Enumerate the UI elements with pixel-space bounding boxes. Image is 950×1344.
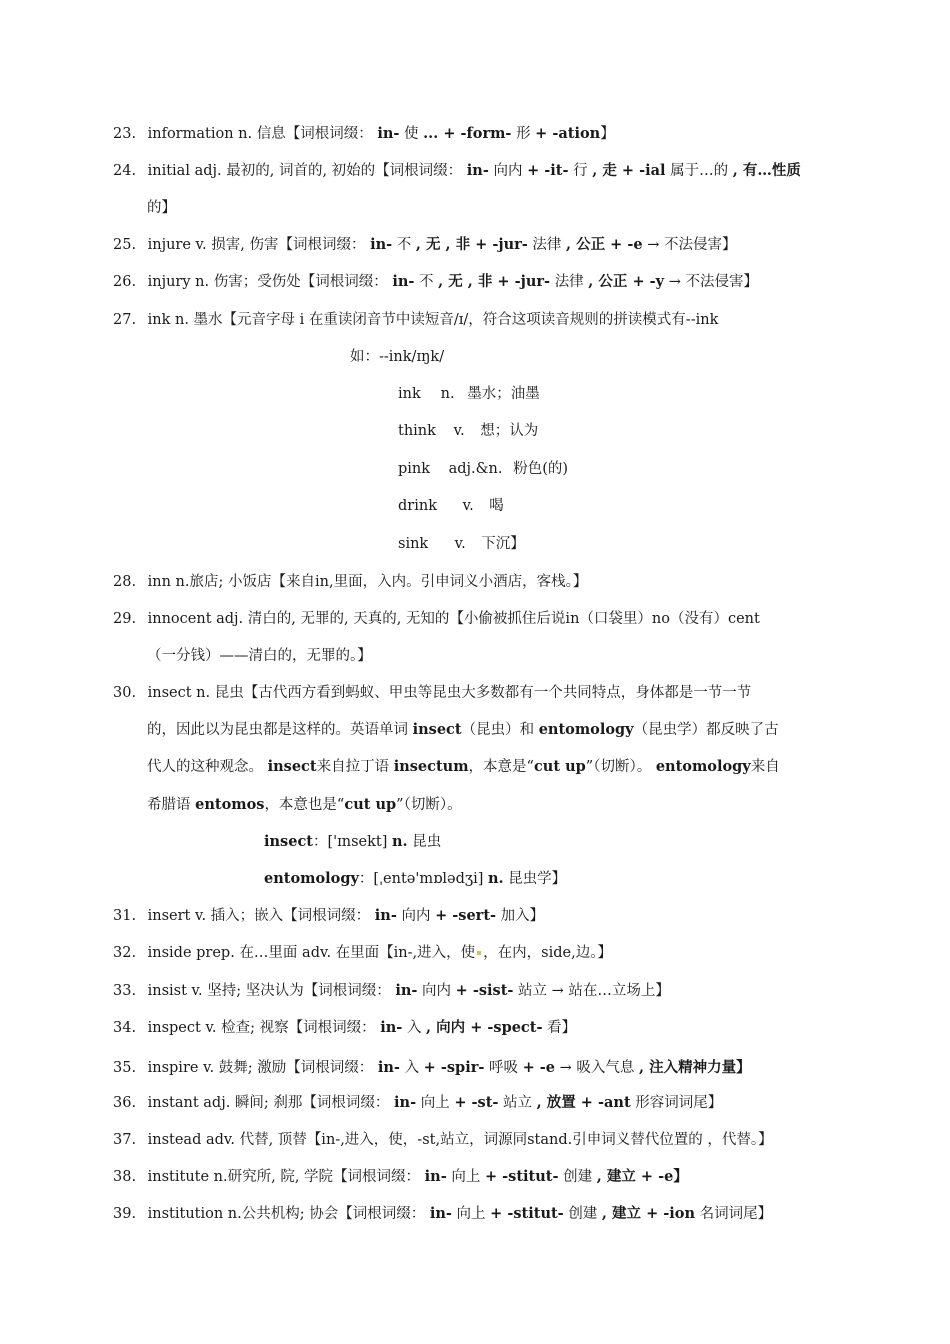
example-row: drink v. 喝 (398, 498, 504, 514)
entry-30: 30. insect n. 昆虫【古代西方看到蚂蚁、甲虫等昆虫大多数都有一个共同特点，身体都是一节一节 (113, 685, 752, 701)
entry-30-line-3: 代人的这种观念。 insect来自拉丁语 insectum，本意是“cut up”（切断）。 entomology来自 (147, 758, 780, 775)
entry-27: 27. ink n. 墨水【元音字母 i 在重读闭音节中读短音/ɪ/，符合这项读音规则的拼读模式有--ink (113, 312, 719, 328)
entry-28: 28. inn n.旅店; 小饭店【来自in,里面，入内。引申词义小酒店，客栈。】 (113, 574, 588, 590)
entry-38: 38. institute n.研究所, 院, 学院【词根词缀： in- 向上 + -stitut- 创建 , 建立 + -e】 (113, 1168, 688, 1185)
example-row: sink v. 下沉】 (398, 536, 525, 552)
entry-29-continuation: （一分钱）——清白的，无罪的。】 (147, 648, 372, 664)
entry-30-pronunciation-2: entomology：[ˌentə'mɒlədʒi] n. 昆虫学】 (264, 870, 567, 887)
entry-25: 25. injure v. 损害, 伤害【词根词缀： in- 不 , 无 , 非 + -jur- 法律 , 公正 + -e → 不法侵害】 (113, 236, 737, 253)
entry-24: 24. initial adj. 最初的, 词首的, 初始的【词根词缀： in- 向内 + -it- 行 , 走 + -ial 属于…的 , 有…性质 (113, 162, 801, 179)
entry-34: 34. inspect v. 检查; 视察【词根词缀： in- 入 , 向内 + -spect- 看】 (113, 1019, 577, 1036)
entry-36: 36. instant adj. 瞬间; 刹那【词根词缀： in- 向上 + -st- 站立 , 放置 + -ant 形容词词尾】 (113, 1094, 723, 1111)
entry-33: 33. insist v. 坚持; 坚决认为【词根词缀： in- 向内 + -sist- 站立 → 站在…立场上】 (113, 982, 670, 999)
entry-24-continuation: 的】 (147, 200, 176, 216)
highlight-mark (477, 951, 481, 955)
entry-32: 32. inside prep. 在…里面 adv. 在里面【in-,进入，使 ，在内，side,边。】 (113, 945, 612, 961)
entry-23: 23. information n. 信息【词根词缀： in- 使 ... + -form- 形 + -ation】 (113, 125, 615, 142)
entry-30-line-4: 希腊语 entomos，本意也是“cut up”（切断）。 (147, 796, 462, 813)
entry-30-line-2: 的，因此以为昆虫都是这样的。英语单词 insect（昆虫）和 entomology（昆虫学）都反映了古 (147, 721, 779, 738)
entry-37: 37. instead adv. 代替, 顶替【in-,进入，使，-st,站立，词源同stand.引申词义替代位置的 ，代替。】 (113, 1132, 773, 1148)
entry-30-pronunciation-1: insect：['ɪnsekt] n. 昆虫 (264, 833, 442, 850)
entry-27-example-intro: 如：--ink/ɪŋk/ (350, 349, 445, 365)
entry-31: 31. insert v. 插入；嵌入【词根词缀： in- 向内 + -sert- 加入】 (113, 907, 545, 924)
example-row: pink adj.&n. 粉色(的) (398, 461, 569, 477)
entry-35: 35. inspire v. 鼓舞; 激励【词根词缀： in- 入 + -spir- 呼吸 + -e → 吸入气息 , 注入精神力量】 (113, 1059, 751, 1076)
entry-39: 39. institution n.公共机构; 协会【词根词缀： in- 向上 + -stitut- 创建 , 建立 + -ion 名词词尾】 (113, 1205, 773, 1222)
example-row: think v. 想；认为 (398, 423, 539, 439)
example-row: ink n. 墨水；油墨 (398, 386, 540, 402)
entry-29: 29. innocent adj. 清白的, 无罪的, 天真的, 无知的【小偷被抓住后说in（口袋里）no（没有）cent (113, 611, 760, 627)
entry-26: 26. injury n. 伤害；受伤处【词根词缀： in- 不 , 无 , 非 + -jur- 法律 , 公正 + -y → 不法侵害】 (113, 273, 758, 290)
